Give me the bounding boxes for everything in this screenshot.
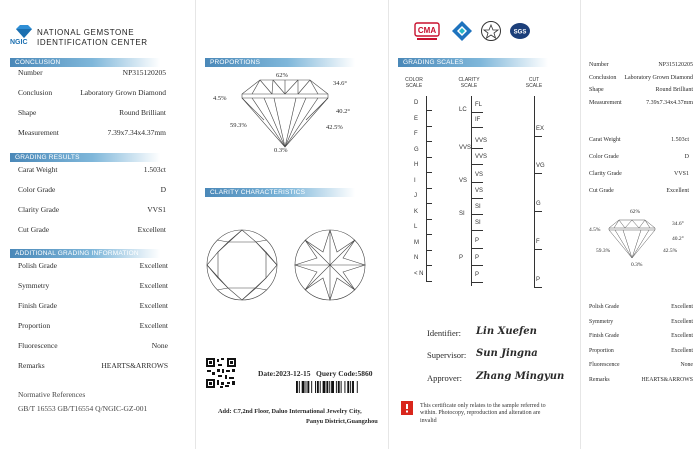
clarity-tick: [471, 182, 483, 183]
proportions-header: PROPORTIONS: [205, 58, 355, 67]
row-label: Clarity Grade: [18, 205, 60, 214]
normative-text: GB/T 16553 GB/T16554 Q/NGIC-GZ-001: [18, 404, 148, 413]
color-grade-label: I: [414, 177, 416, 184]
row-label: Finish Grade: [589, 333, 620, 339]
info-row: [18, 88, 166, 97]
cut-grade-label: G: [536, 201, 541, 207]
clarity-grade-label: SI: [475, 220, 481, 226]
signature-name: Zhang Mingyun: [476, 371, 565, 382]
clarity-tick: [471, 148, 483, 149]
org-name-line2: IDENTIFICATION CENTER: [37, 38, 148, 47]
qr-code[interactable]: [205, 357, 237, 394]
clarity-grade-label: FL: [475, 102, 483, 108]
barcode: [296, 380, 370, 398]
row-value: Excellent: [671, 347, 693, 354]
row-value: HEARTS&ARROWS: [641, 376, 693, 383]
row-value: VVS1: [673, 171, 689, 177]
row-label: Color Grade: [18, 185, 56, 194]
row-label: Cut Grade: [18, 225, 50, 234]
row-label: Remarks: [18, 361, 45, 370]
cut-tick: [534, 211, 542, 212]
row-value: Excellent: [139, 261, 168, 270]
cut-grade-label: P: [536, 277, 541, 283]
color-tick: [426, 188, 432, 189]
clarity-tick: [471, 265, 483, 266]
cut-grade-label: F: [536, 239, 540, 245]
clarity-grade-label: SI: [475, 204, 481, 210]
color-tick: [426, 157, 432, 158]
row-value: Excellent: [671, 304, 693, 310]
row-value: 1.503ct: [671, 137, 689, 143]
row-label: Polish Grade: [18, 261, 57, 270]
clarity-grade-label: VS: [475, 172, 484, 178]
notice-text: This certificate only relates to the sample referred to within. Photocopy, reproduction and alteration are invalid: [420, 403, 546, 424]
clarity-grade-label: VVS: [475, 154, 488, 160]
conclusion-header: CONCLUSION: [10, 58, 160, 67]
grading-scales-header: GRADING SCALES: [398, 58, 548, 67]
row-value: VVS1: [147, 205, 166, 214]
color-tick: [426, 234, 432, 235]
row-value: Excellent: [666, 188, 689, 194]
svg-text:SGS: SGS: [513, 29, 527, 36]
row-value: D: [684, 154, 689, 160]
fold-line: [388, 0, 389, 449]
row-value: 7.39x7.34x4.37mm: [646, 99, 693, 106]
clarity-tick: [471, 230, 483, 231]
info-row: [589, 100, 693, 106]
row-label: Remarks: [589, 376, 610, 383]
color-tick: [426, 250, 432, 251]
clarity-group-label: VS: [459, 178, 468, 184]
clarity-grade-label: P: [475, 272, 480, 278]
row-label: Carat Weight: [589, 137, 621, 143]
cut-tick: [534, 287, 542, 288]
color-grade-label: K: [414, 208, 419, 215]
org-name-line1: NATIONAL GEMSTONE: [37, 28, 135, 37]
row-value: D: [160, 185, 166, 194]
row-value: 7.39x7.34x4.37mm: [107, 128, 166, 137]
info-row: [589, 62, 693, 68]
clarity-tick: [471, 198, 483, 199]
row-label: Shape: [589, 87, 604, 93]
query-code: Query Code:5860: [316, 369, 373, 378]
row-label: Conclusion: [589, 74, 617, 81]
rc-pavilion-depth: 59.3%: [596, 248, 611, 254]
rc-culet: 0.3%: [631, 262, 643, 268]
grading-results-header: GRADING RESULTS: [10, 153, 160, 162]
row-label: Finish Grade: [18, 301, 57, 310]
info-row: [589, 137, 689, 143]
color-tick: [426, 265, 432, 266]
additional-grading-header: ADDITIONAL GRADING INFORMATION: [10, 249, 160, 258]
info-row: [18, 68, 166, 77]
info-row: [18, 225, 166, 234]
row-value: None: [151, 341, 168, 350]
color-scale-header: COLOR SCALE: [405, 77, 423, 89]
clarity-group-label: VVS: [459, 145, 472, 151]
clarity-scale-header: CLARITY SCALE: [458, 77, 480, 89]
color-grade-label: N: [414, 255, 419, 261]
info-row: [589, 377, 693, 383]
row-value: NP315120205: [122, 68, 166, 77]
ilac-logo: [451, 20, 473, 47]
row-label: Measurement: [18, 128, 59, 137]
info-row: [589, 348, 693, 354]
clarity-tick: [471, 127, 483, 128]
row-value: NP315120205: [658, 62, 693, 68]
color-grade-label: E: [414, 115, 419, 122]
clarity-crown-diagram: [205, 228, 279, 307]
total-depth: 42.5%: [326, 124, 343, 131]
row-label: Number: [589, 62, 609, 68]
row-label: Symmetry: [589, 318, 614, 325]
row-value: Laboratory Grown Diamond: [624, 74, 693, 81]
info-row: [589, 362, 693, 368]
row-label: Conclusion: [18, 88, 53, 97]
info-row: [18, 128, 166, 137]
color-grade-label: M: [414, 239, 419, 246]
row-value: Round Brilliant: [119, 108, 166, 117]
rc-girdle: 4.5%: [589, 227, 601, 233]
clarity-pavilion-diagram: [293, 228, 367, 307]
row-value: Excellent: [671, 333, 693, 339]
info-row: [18, 301, 168, 310]
normative-title: Normative References: [18, 390, 86, 399]
clarity-characteristics-header: CLARITY CHARACTERISTICS: [205, 188, 355, 197]
info-row: [18, 321, 168, 330]
row-value: Excellent: [139, 321, 168, 330]
cut-tick: [534, 136, 542, 137]
ngic-diamond-icon: [14, 25, 34, 39]
clarity-group-label: LC: [459, 107, 467, 113]
rc-crown-angle: 34.6°: [672, 221, 684, 227]
info-row: [589, 171, 689, 177]
crown-angle: 34.6°: [333, 80, 347, 87]
cut-grade-label: EX: [536, 126, 545, 132]
info-row: [18, 361, 168, 370]
color-grade-label: D: [414, 100, 419, 106]
info-row: [18, 261, 168, 270]
logo-text: NGIC: [10, 39, 28, 46]
info-row: [589, 333, 693, 339]
row-value: Excellent: [137, 225, 166, 234]
clarity-tick: [471, 164, 483, 165]
info-row: [589, 154, 689, 160]
clarity-tick: [471, 112, 483, 113]
info-row: [18, 185, 166, 194]
clarity-grade-label: VS: [475, 188, 484, 194]
clarity-tick: [471, 282, 483, 283]
cut-scale-header: CUT SCALE: [525, 77, 543, 89]
girdle-percent: 4.5%: [213, 95, 227, 102]
row-value: Excellent: [671, 318, 693, 325]
info-row: [589, 188, 689, 194]
signature-role: Supervisor:: [427, 350, 467, 360]
row-value: Laboratory Grown Diamond: [80, 88, 166, 97]
clarity-tick: [471, 248, 483, 249]
row-label: Fluorescence: [589, 362, 620, 368]
color-tick: [426, 126, 432, 127]
signature-role: Identifier:: [427, 328, 461, 338]
clarity-tick: [471, 214, 483, 215]
pavilion-depth: 59.3%: [230, 122, 247, 129]
info-row: [589, 319, 693, 325]
row-label: Fluorescence: [18, 341, 58, 350]
row-label: Number: [18, 68, 43, 77]
address-line2: Panyu District,Guangzhou: [306, 418, 378, 425]
row-label: Proportion: [589, 347, 614, 354]
cut-grade-label: VG: [536, 163, 545, 169]
signature-name: Sun Jingna: [476, 348, 538, 359]
clarity-group-label: SI: [459, 211, 465, 217]
cut-tick: [534, 249, 542, 250]
row-value: Excellent: [139, 301, 168, 310]
color-scale-line: [426, 96, 427, 282]
row-label: Proportion: [18, 321, 51, 330]
info-row: [18, 341, 168, 350]
color-tick: [426, 203, 432, 204]
table-percent: 62%: [276, 72, 288, 79]
clarity-grade-label: P: [475, 255, 480, 261]
cut-tick: [534, 173, 542, 174]
row-label: Measurement: [589, 99, 622, 106]
signature-role: Approver:: [427, 373, 462, 383]
info-row: [18, 205, 166, 214]
row-value: Excellent: [139, 281, 168, 290]
warning-icon: [401, 401, 413, 420]
info-row: [18, 165, 166, 174]
color-tick: [426, 141, 432, 142]
color-grade-label: < N: [414, 270, 424, 277]
row-value: 1.503ct: [143, 165, 166, 174]
rc-crown-height: 40.2°: [672, 236, 684, 242]
color-tick: [426, 172, 432, 173]
row-label: Shape: [18, 108, 37, 117]
row-value: Round Brilliant: [655, 87, 693, 93]
info-row: [18, 281, 168, 290]
color-grade-label: F: [414, 131, 418, 137]
rc-table-percent: 62%: [630, 209, 641, 215]
report-date: Date:2023-12-15: [258, 369, 311, 378]
row-label: Clarity Grade: [589, 171, 622, 177]
row-label: Polish Grade: [589, 304, 620, 310]
clarity-grade-label: VVS: [475, 138, 488, 144]
color-grade-label: H: [414, 162, 419, 168]
info-row: [589, 87, 693, 93]
color-grade-label: J: [414, 193, 417, 199]
cnas-logo: [480, 20, 502, 47]
info-row: [18, 108, 166, 117]
color-grade-label: L: [414, 224, 418, 230]
color-tick: [426, 219, 432, 220]
address-line1: Add: C7,2nd Floor, Daluo International Jewelry City,: [218, 408, 362, 415]
info-row: [589, 75, 693, 81]
crown-height: 40.2°: [336, 108, 350, 115]
cma-logo: [414, 22, 440, 47]
clarity-grade-label: IF: [475, 117, 481, 123]
color-tick: [426, 281, 432, 282]
fold-line: [195, 0, 196, 449]
right-card-proportions-diagram: [603, 216, 667, 265]
culet-percent: 0.3%: [274, 147, 288, 154]
row-label: Carat Weight: [18, 165, 58, 174]
row-value: HEARTS&ARROWS: [101, 361, 168, 370]
rc-total-depth: 42.5%: [663, 248, 678, 254]
svg-text:CMA: CMA: [417, 26, 437, 35]
signature-name: Lin Xuefen: [476, 326, 537, 337]
fold-line: [580, 0, 581, 449]
sgs-logo: [509, 22, 531, 45]
info-row: [589, 304, 693, 310]
color-tick: [426, 110, 432, 111]
clarity-grade-label: P: [475, 238, 480, 244]
row-label: Symmetry: [18, 281, 50, 290]
row-label: Cut Grade: [589, 188, 614, 194]
clarity-scale-line: [471, 96, 472, 286]
clarity-group-label: P: [459, 255, 464, 261]
row-value: None: [680, 362, 693, 368]
cut-scale-line: [534, 96, 535, 288]
row-label: Color Grade: [589, 154, 619, 160]
color-grade-label: G: [414, 146, 419, 153]
